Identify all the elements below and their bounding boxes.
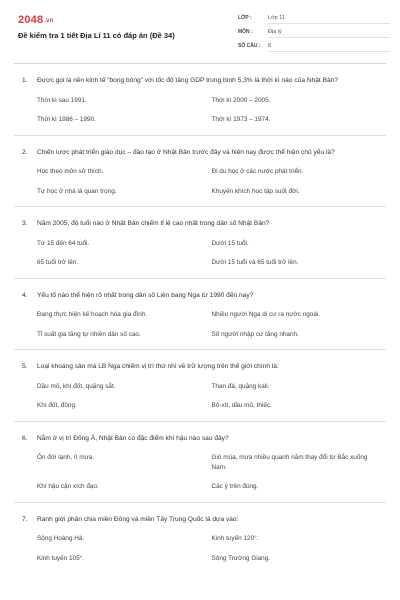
- answer-option[interactable]: Thời kì 2000 – 2005.: [211, 96, 271, 104]
- meta-key: LỚP :: [238, 15, 252, 21]
- question-stem: [22, 148, 386, 158]
- answer-options: [22, 167, 386, 206]
- answer-option[interactable]: Khí đốt, đồng.: [37, 402, 77, 409]
- question-list: [14, 64, 386, 573]
- question-stem: [22, 434, 386, 444]
- question-stem: [22, 219, 386, 229]
- question-number: 3.: [22, 220, 28, 227]
- question-5: [14, 350, 386, 422]
- meta-key: SỐ CÂU :: [238, 43, 261, 49]
- answer-option[interactable]: Dưới 15 tuổi.: [211, 239, 249, 247]
- question-text: Được gọi là nền kinh tế “bong bóng” với tốc độ tăng GDP trung bình 5,3% là thời kì nào của Nhật Bản?: [37, 77, 338, 84]
- answer-option[interactable]: Đi du học ở các nước phát triển.: [211, 168, 304, 175]
- question-4: [14, 279, 386, 351]
- meta-row-count: [238, 40, 390, 52]
- site-logo[interactable]: [18, 14, 54, 26]
- answer-option[interactable]: Than đá, quặng kali.: [211, 382, 270, 390]
- question-7: [14, 503, 386, 574]
- answer-option[interactable]: Nhiều người Nga di cư ra nước ngoài.: [211, 311, 321, 318]
- question-number: 1.: [22, 77, 28, 84]
- answer-option[interactable]: Học theo môn sở thích.: [37, 168, 104, 175]
- answer-option[interactable]: Các ý trên đúng.: [211, 483, 259, 490]
- answer-options: [22, 96, 386, 135]
- meta-row-class: [238, 12, 390, 24]
- logo-suffix: .vn: [44, 18, 54, 24]
- answer-options: [22, 382, 386, 421]
- question-stem: [22, 362, 386, 372]
- answer-option[interactable]: Thời kì 1973 – 1974.: [211, 116, 271, 123]
- question-2: [14, 136, 386, 208]
- answer-option[interactable]: Dầu mỏ, khí đốt, quặng sắt.: [37, 382, 116, 390]
- question-stem: [22, 291, 386, 301]
- answer-option[interactable]: Tỉ suất gia tăng tự nhiên dân số cao.: [37, 330, 141, 338]
- answer-option[interactable]: Dưới 15 tuổi và 65 tuổi trở lên.: [211, 259, 299, 266]
- question-number: 4.: [22, 291, 28, 299]
- answer-option[interactable]: Kinh tuyến 120°.: [211, 535, 259, 542]
- question-number: 5.: [22, 363, 28, 370]
- answer-option[interactable]: 65 tuổi trở lên.: [37, 259, 79, 266]
- answer-option[interactable]: Thời kì 1986 – 1990.: [37, 116, 96, 123]
- meta-row-subject: [238, 26, 390, 38]
- answer-option[interactable]: Từ 15 đến 64 tuổi.: [37, 239, 90, 247]
- question-text: Loại khoáng sản mà LB Nga chiếm vị trí thứ nhì về trữ lượng trên thế giới chính là:: [37, 363, 279, 370]
- question-text: Chiến lược phát triển giáo dục – đào tạo ở Nhật Bản trước đây và hiện nay được thể hiện chủ yếu là?: [37, 148, 335, 156]
- answer-options: [22, 534, 386, 573]
- answer-option[interactable]: Kinh tuyến 105°.: [37, 554, 84, 562]
- meta-key: MÔN :: [238, 29, 253, 35]
- question-text: Yếu tố nào thể hiện rõ nhất trong dân số Liên bang Nga từ 1990 đến nay?: [37, 291, 254, 299]
- answer-option[interactable]: Ôn đới lạnh, ít mưa.: [37, 454, 95, 461]
- question-number: 7.: [22, 515, 28, 523]
- question-number: 6.: [22, 434, 28, 442]
- answer-option[interactable]: Gió mùa, mưa nhiều quanh năm thay đổi từ Bắc xuống Nam.: [211, 454, 368, 471]
- answer-option[interactable]: Sông Hoàng Hà.: [37, 535, 85, 542]
- meta-panel: [238, 12, 390, 54]
- question-3: [14, 207, 386, 279]
- answer-option[interactable]: Khí hậu cận xích đạo.: [37, 483, 99, 490]
- question-text: Nằm ở vị trí Đông Á, Nhật Bản có đặc điểm khí hậu nào sau đây?: [37, 434, 229, 442]
- meta-value: Lớp 11: [268, 12, 390, 24]
- logo-main: 2048: [18, 14, 44, 26]
- question-text: Ranh giới phân chia miền Đông và miền Tây Trung Quốc là dựa vào:: [37, 515, 239, 523]
- question-1: [14, 64, 386, 136]
- answer-option[interactable]: Tự học ở nhà là quan trọng.: [37, 187, 117, 195]
- answer-option[interactable]: Đang thực hiện kế hoạch hóa gia đình.: [37, 311, 148, 318]
- meta-value: Địa lý: [268, 26, 390, 38]
- answer-option[interactable]: Bô-xít, dầu mỏ, thiếc.: [211, 402, 272, 409]
- answer-option[interactable]: Khuyến khích học tập suốt đời.: [211, 187, 300, 195]
- question-6: [14, 422, 386, 503]
- answer-options: [22, 453, 386, 502]
- question-number: 2.: [22, 148, 28, 156]
- document-title: Đề kiểm tra 1 tiết Địa Lí 11 có đáp án (Đề 34): [18, 31, 175, 40]
- answer-option[interactable]: Thời kì sau 1991.: [37, 96, 87, 104]
- question-stem: [22, 76, 386, 86]
- meta-value: 8: [268, 40, 390, 52]
- document-header: [14, 0, 386, 64]
- question-stem: [22, 515, 386, 525]
- answer-options: [22, 310, 386, 349]
- answer-option[interactable]: Số người nhập cư tăng nhanh.: [211, 330, 299, 338]
- answer-options: [22, 239, 386, 278]
- answer-option[interactable]: Sông Trường Giang.: [211, 554, 271, 562]
- question-text: Năm 2005, độ tuổi nào ở Nhật Bản chiếm tỉ lệ cao nhất trong dân số Nhật Bản?: [37, 220, 270, 227]
